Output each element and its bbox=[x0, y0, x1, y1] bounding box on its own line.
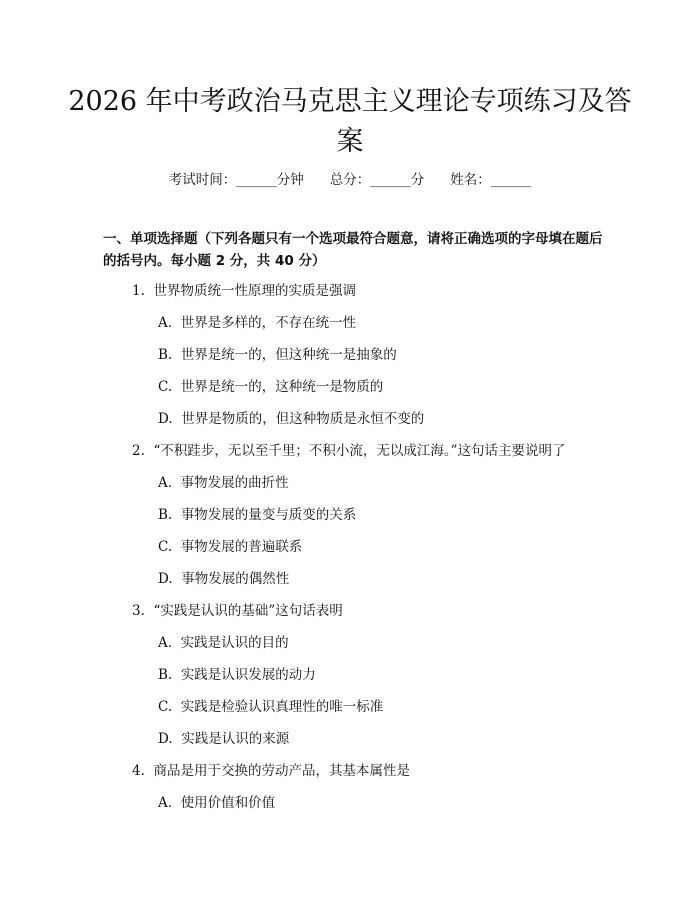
option-3a bbox=[158, 634, 289, 652]
option-1a bbox=[158, 314, 356, 332]
option-text: 世界是多样的，不存在统一性 bbox=[180, 315, 357, 331]
question-number: 1. bbox=[132, 283, 145, 299]
question-text: “实践是认识的基础”这句话表明 bbox=[153, 603, 343, 619]
option-label: B. bbox=[158, 667, 173, 683]
question-number: 2. bbox=[132, 443, 145, 459]
question-number: 3. bbox=[132, 603, 145, 619]
question-1 bbox=[132, 282, 356, 300]
name-field: 姓名：______ bbox=[450, 172, 532, 188]
question-3 bbox=[132, 602, 343, 620]
option-label: B. bbox=[158, 347, 173, 363]
question-number: 4. bbox=[132, 763, 145, 779]
option-label: A. bbox=[158, 475, 173, 491]
total-score-field: 总分：______分 bbox=[329, 172, 425, 188]
option-2a bbox=[158, 474, 289, 492]
option-text: 世界是统一的，这种统一是物质的 bbox=[180, 379, 384, 395]
option-2d bbox=[158, 570, 289, 588]
option-label: B. bbox=[158, 507, 173, 523]
option-label: D. bbox=[158, 731, 173, 747]
option-1c bbox=[158, 378, 383, 396]
option-3b bbox=[158, 666, 316, 684]
option-label: A. bbox=[158, 635, 173, 651]
option-label: D. bbox=[158, 411, 173, 427]
option-2c bbox=[158, 538, 302, 556]
option-3c bbox=[158, 698, 383, 716]
option-text: 实践是认识发展的动力 bbox=[180, 667, 316, 683]
option-text: 实践是认识的目的 bbox=[180, 635, 289, 651]
question-4 bbox=[132, 762, 410, 780]
option-text: 世界是物质的，但这种物质是永恒不变的 bbox=[181, 411, 425, 427]
option-text: 事物发展的量变与质变的关系 bbox=[180, 507, 357, 523]
option-label: C. bbox=[158, 539, 173, 555]
question-text: 世界物质统一性原理的实质是强调 bbox=[153, 283, 356, 299]
option-3d bbox=[158, 730, 289, 748]
question-2 bbox=[132, 442, 566, 460]
option-text: 事物发展的偶然性 bbox=[181, 571, 290, 587]
option-4a bbox=[158, 794, 275, 812]
option-text: 使用价值和价值 bbox=[180, 795, 276, 811]
exam-time-field: 考试时间：______分钟 bbox=[168, 172, 304, 188]
option-1b bbox=[158, 346, 397, 364]
option-label: D. bbox=[158, 571, 173, 587]
section-heading: 一、单项选择题（下列各题只有一个选项最符合题意，请将正确选项的字母填在题后的括号内。每小题 2 分，共 40 分） bbox=[103, 231, 603, 269]
option-text: 世界是统一的，但这种统一是抽象的 bbox=[180, 347, 397, 363]
option-label: A. bbox=[158, 795, 173, 811]
option-2b bbox=[158, 506, 356, 524]
exam-info bbox=[0, 168, 700, 188]
option-label: C. bbox=[158, 379, 173, 395]
option-text: 实践是认识的来源 bbox=[181, 731, 290, 747]
option-text: 事物发展的曲折性 bbox=[180, 475, 289, 491]
option-label: C. bbox=[158, 699, 173, 715]
question-text: 商品是用于交换的劳动产品，其基本属性是 bbox=[153, 763, 410, 779]
option-text: 事物发展的普遍联系 bbox=[180, 539, 303, 555]
question-text: “不积跬步，无以至千里；不积小流，无以成江海。”这句话主要说明了 bbox=[153, 443, 566, 459]
option-label: A. bbox=[158, 315, 173, 331]
option-1d bbox=[158, 410, 424, 428]
page-title: 2026 年中考政治马克思主义理论专项练习及答案 bbox=[68, 86, 632, 157]
option-text: 实践是检验认识真理性的唯一标准 bbox=[180, 699, 384, 715]
